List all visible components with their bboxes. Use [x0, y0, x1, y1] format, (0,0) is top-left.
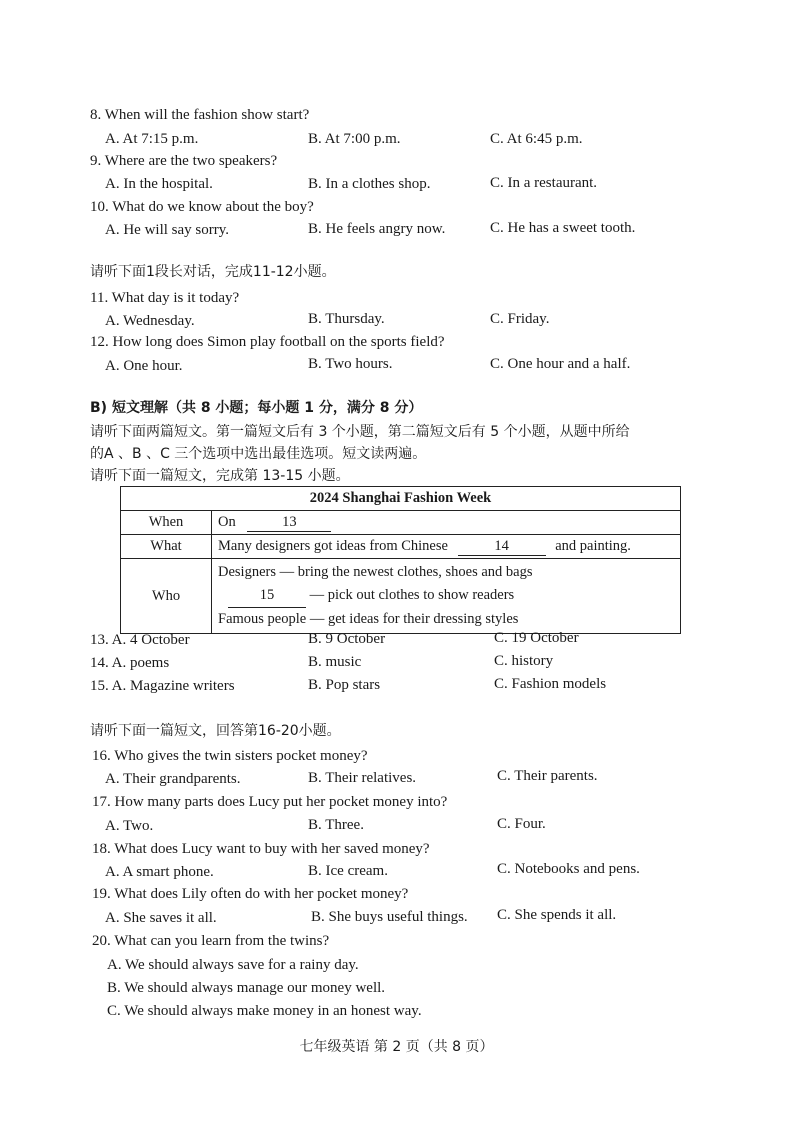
who-line2-suffix: — pick out clothes to show readers [309, 587, 515, 603]
instruction-16-20: 请听下面一篇短文，回答第16-20小题。 [90, 723, 341, 739]
option-8a: A. At 7:15 p.m. [105, 131, 199, 147]
who-designers: Designers — bring the newest clothes, shoes and bags [218, 564, 533, 580]
option-9a: A. In the hospital. [105, 176, 213, 192]
option-13b: B. 9 October [308, 631, 386, 647]
option-11a: A. Wednesday. [105, 313, 195, 329]
option-20a: A. We should always save for a rainy day. [107, 957, 359, 973]
option-14c: C. history [494, 653, 554, 669]
option-9c: C. In a restaurant. [490, 175, 598, 191]
question-9: 9. Where are the two speakers? [90, 153, 278, 169]
what-cell [212, 535, 681, 559]
option-20c: C. We should always make money in an honest way. [107, 1003, 422, 1019]
question-16: 16. Who gives the twin sisters pocket money? [92, 748, 368, 764]
option-19a: A. She saves it all. [105, 910, 217, 926]
option-17c: C. Four. [497, 816, 546, 832]
who-famous-people: Famous people — get ideas for their dressing styles [218, 611, 519, 627]
option-10b: B. He feels angry now. [308, 221, 446, 237]
option-17a: A. Two. [105, 818, 154, 834]
question-8: 8. When will the fashion show start? [90, 107, 310, 123]
section-b-instruction-2: 的A 、B 、C 三个选项中选出最佳选项。短文读两遍。 [90, 446, 427, 462]
blank-14: 14 [458, 538, 546, 556]
option-14a: 14. A. poems [90, 655, 170, 671]
table-title: 2024 Shanghai Fashion Week [121, 487, 681, 511]
fashion-week-table [120, 486, 681, 634]
question-12: 12. How long does Simon play football on the sports field? [90, 334, 445, 350]
who-blank-line [218, 584, 674, 608]
option-12a: A. One hour. [105, 358, 183, 374]
when-label: When [121, 511, 212, 535]
option-14b: B. music [308, 654, 362, 670]
option-15b: B. Pop stars [308, 677, 381, 693]
what-prefix: Many designers got ideas from Chinese [218, 537, 448, 554]
option-18c: C. Notebooks and pens. [497, 861, 640, 877]
option-17b: B. Three. [308, 817, 364, 833]
instruction-11-12: 请听下面1段长对话，完成11-12小题。 [90, 264, 336, 280]
option-19c: C. She spends it all. [497, 907, 617, 923]
question-18: 18. What does Lucy want to buy with her saved money? [92, 841, 430, 857]
question-17: 17. How many parts does Lucy put her pocket money into? [92, 794, 448, 810]
option-19b: B. She buys useful things. [311, 909, 468, 925]
option-18b: B. Ice cream. [308, 863, 388, 879]
question-19: 19. What does Lily often do with her pocket money? [92, 886, 409, 902]
instruction-13-15: 请听下面一篇短文，完成第 13-15 小题。 [90, 468, 350, 484]
option-15a: 15. A. Magazine writers [90, 678, 235, 694]
page-footer: 七年级英语 第 2 页（共 8 页） [299, 1039, 494, 1055]
option-11c: C. Friday. [490, 311, 550, 327]
option-12c: C. One hour and a half. [490, 356, 631, 372]
question-20: 20. What can you learn from the twins? [92, 933, 330, 949]
option-16c: C. Their parents. [497, 768, 598, 784]
option-16a: A. Their grandparents. [105, 771, 241, 787]
question-10: 10. What do we know about the boy? [90, 199, 314, 215]
option-10a: A. He will say sorry. [105, 222, 230, 238]
option-9b: B. In a clothes shop. [308, 176, 431, 192]
option-13c: C. 19 October [494, 630, 579, 646]
what-suffix: and painting. [555, 537, 631, 554]
section-b-instruction-1: 请听下面两篇短文。第一篇短文后有 3 个小题，第二篇短文后有 5 个小题，从题中所给 [90, 424, 630, 440]
option-13a: 13. A. 4 October [90, 632, 190, 648]
option-8b: B. At 7:00 p.m. [308, 131, 401, 147]
blank-13: 13 [247, 514, 331, 532]
what-label: What [121, 535, 212, 559]
option-20b: B. We should always manage our money well. [107, 980, 386, 996]
option-18a: A. A smart phone. [105, 864, 214, 880]
blank-15: 15 [228, 584, 306, 608]
when-prefix: On [218, 513, 236, 530]
when-cell [212, 511, 681, 535]
option-16b: B. Their relatives. [308, 770, 417, 786]
option-15c: C. Fashion models [494, 676, 607, 692]
option-12b: B. Two hours. [308, 356, 393, 372]
option-8c: C. At 6:45 p.m. [490, 131, 583, 147]
question-11: 11. What day is it today? [90, 290, 240, 306]
section-b-title: B) 短文理解（共 8 小题；每小题 1 分，满分 8 分） [90, 400, 423, 416]
option-11b: B. Thursday. [308, 311, 385, 327]
who-label: Who [121, 559, 212, 634]
who-cell [212, 559, 681, 634]
option-10c: C. He has a sweet tooth. [490, 220, 636, 236]
